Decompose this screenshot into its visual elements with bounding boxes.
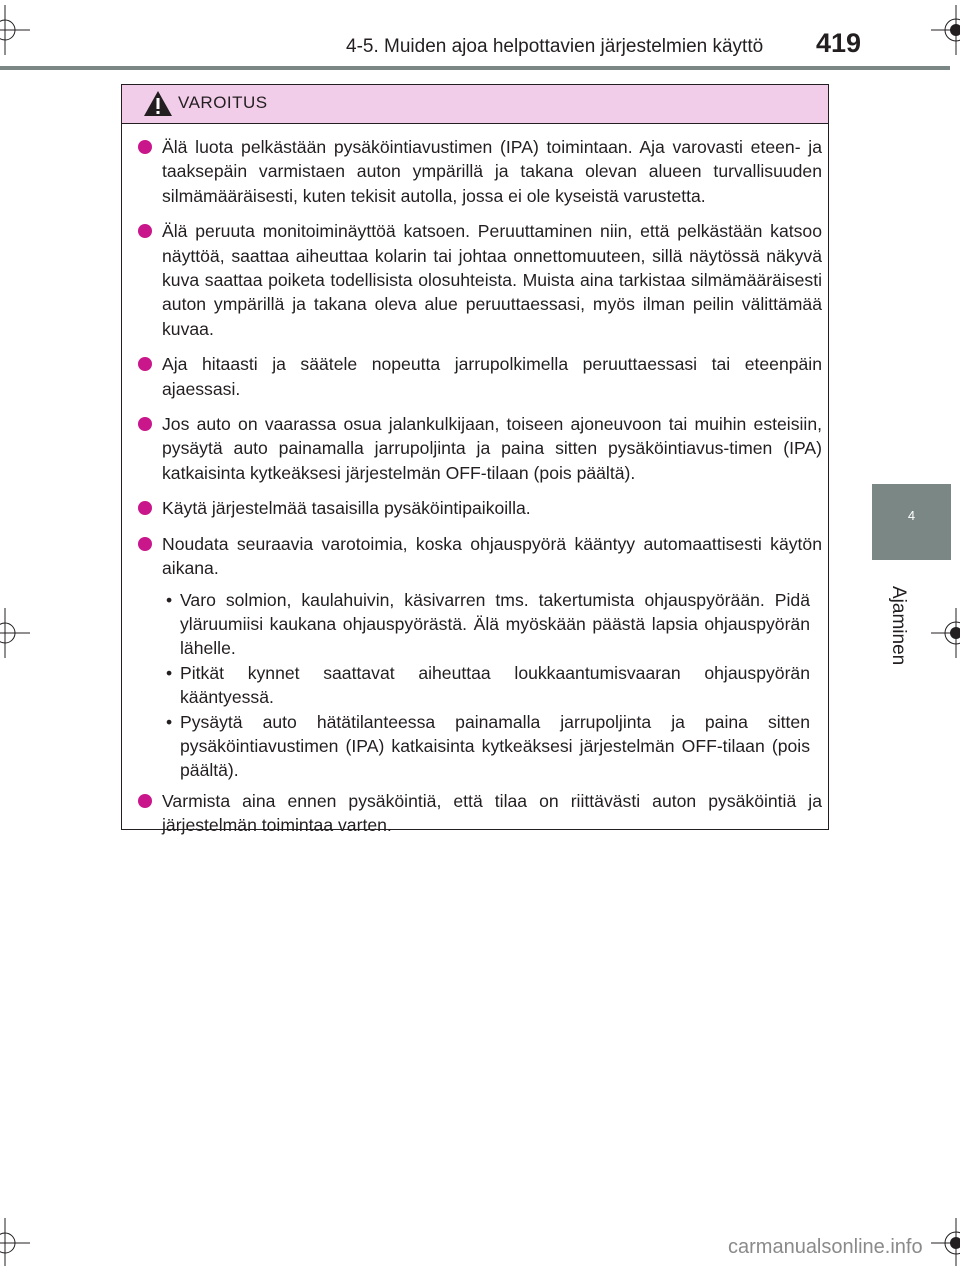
bullet-dot-icon	[138, 537, 152, 551]
section-title: 4-5. Muiden ajoa helpottavien järjestelmien käyttö	[346, 36, 764, 57]
watermark: carmanualsonline.info	[728, 1236, 923, 1258]
warning-item-text: Älä peruuta monitoiminäyttöä katsoen. Peruuttaminen niin, että pelkästään katsoo näyttöä, saattaa aiheuttaa kolarin tai johtaa onnettomuuteen, sillä näytössä näkyvä kuva saattaa poiketa todellisista olosuhteista. Muista aina tarkistaa silmämääräisesti auton ympärillä ja takana oleva alue peruuttaessasi, myös ilman peilin välittämää kuvaa.	[162, 221, 822, 339]
warning-subitem	[136, 710, 822, 783]
warning-item	[136, 789, 822, 838]
page-number: 419	[816, 28, 862, 58]
warning-body	[122, 124, 828, 838]
warning-item-text: Aja hitaasti ja säätele nopeutta jarrupolkimella peruuttaessasi tai eteenpäin ajaessasi.	[162, 354, 822, 399]
bullet-dot-icon	[138, 501, 152, 515]
warning-subitem-text: Varo solmion, kaulahuivin, käsivarren tms. takertumista ohjauspyörään. Pidä yläruumiisi kaukana ohjauspyörästä. Älä myöskään päästä lapsia ohjauspyörän lähelle.	[180, 589, 810, 659]
registration-mark-mid-left	[0, 608, 30, 658]
registration-mark-top-right	[931, 5, 960, 55]
sub-bullet-icon: •	[166, 589, 173, 610]
warning-item	[136, 352, 822, 401]
chapter-tab	[872, 484, 951, 560]
registration-mark-mid-right	[931, 608, 960, 658]
sub-bullet-icon: •	[166, 662, 173, 683]
bullet-dot-icon	[138, 224, 152, 238]
warning-item-text: Jos auto on vaarassa osua jalankulkijaan, toiseen ajoneuvoon tai muihin esteisiin, pysäytä auto painamalla jarrupoljinta ja paina sitten pysäköintiavus-timen (IPA) katkaisinta kytkeäksesi järjestelmän OFF-tilaan (pois päältä).	[162, 414, 822, 483]
header-divider	[0, 66, 950, 70]
warning-item-text: Varmista aina ennen pysäköintiä, että tilaa on riittävästi auton pysäköintiä ja järjestelmän toimintaa varten.	[162, 790, 822, 836]
warning-header	[122, 85, 828, 124]
warning-triangle-icon	[143, 90, 173, 122]
warning-item	[136, 496, 822, 520]
warning-subitem	[136, 661, 822, 710]
warning-title: VAROITUS	[178, 93, 268, 112]
warning-item-text: Käytä järjestelmää tasaisilla pysäköintipaikoilla.	[162, 498, 531, 519]
warning-subitem-text: Pitkät kynnet saattavat aiheuttaa loukkaantumisvaaran ohjauspyörän kääntyessä.	[180, 662, 810, 708]
registration-mark-top-left	[0, 5, 30, 55]
warning-item	[136, 135, 822, 208]
warning-item	[136, 532, 822, 581]
sub-bullet-icon: •	[166, 711, 173, 732]
bullet-dot-icon	[138, 417, 152, 431]
registration-mark-bottom-right	[931, 1218, 960, 1266]
bullet-dot-icon	[138, 140, 152, 154]
warning-sublist	[136, 588, 822, 783]
warning-subitem	[136, 588, 822, 661]
warning-item	[136, 412, 822, 485]
bullet-dot-icon	[138, 794, 152, 808]
warning-box	[121, 84, 829, 836]
warning-item	[136, 219, 822, 341]
registration-mark-bottom-left	[0, 1218, 30, 1266]
warning-subitem-text: Pysäytä auto hätätilanteessa painamalla jarrupoljinta ja paina sitten pysäköintiavustimen (IPA) katkaisinta kytkeäksesi järjestelmän OFF-tilaan (pois päältä).	[180, 711, 810, 781]
warning-item-text: Noudata seuraavia varotoimia, koska ohjauspyörä kääntyy automaattisesti käytön aikana.	[162, 533, 822, 579]
chapter-number: 4	[907, 508, 916, 523]
warning-item-text: Älä luota pelkästään pysäköintiavustimen (IPA) toimintaan. Aja varovasti eteen- ja taaksepäin varmistaen auton ympärillä ja takana olevan alueen turvallisuuden silmämääräisesti, kuten tekisit autolla, jossa ei ole kyseistä varustetta.	[162, 137, 822, 206]
bullet-dot-icon	[138, 357, 152, 371]
chapter-label: Ajaminen	[888, 586, 909, 666]
